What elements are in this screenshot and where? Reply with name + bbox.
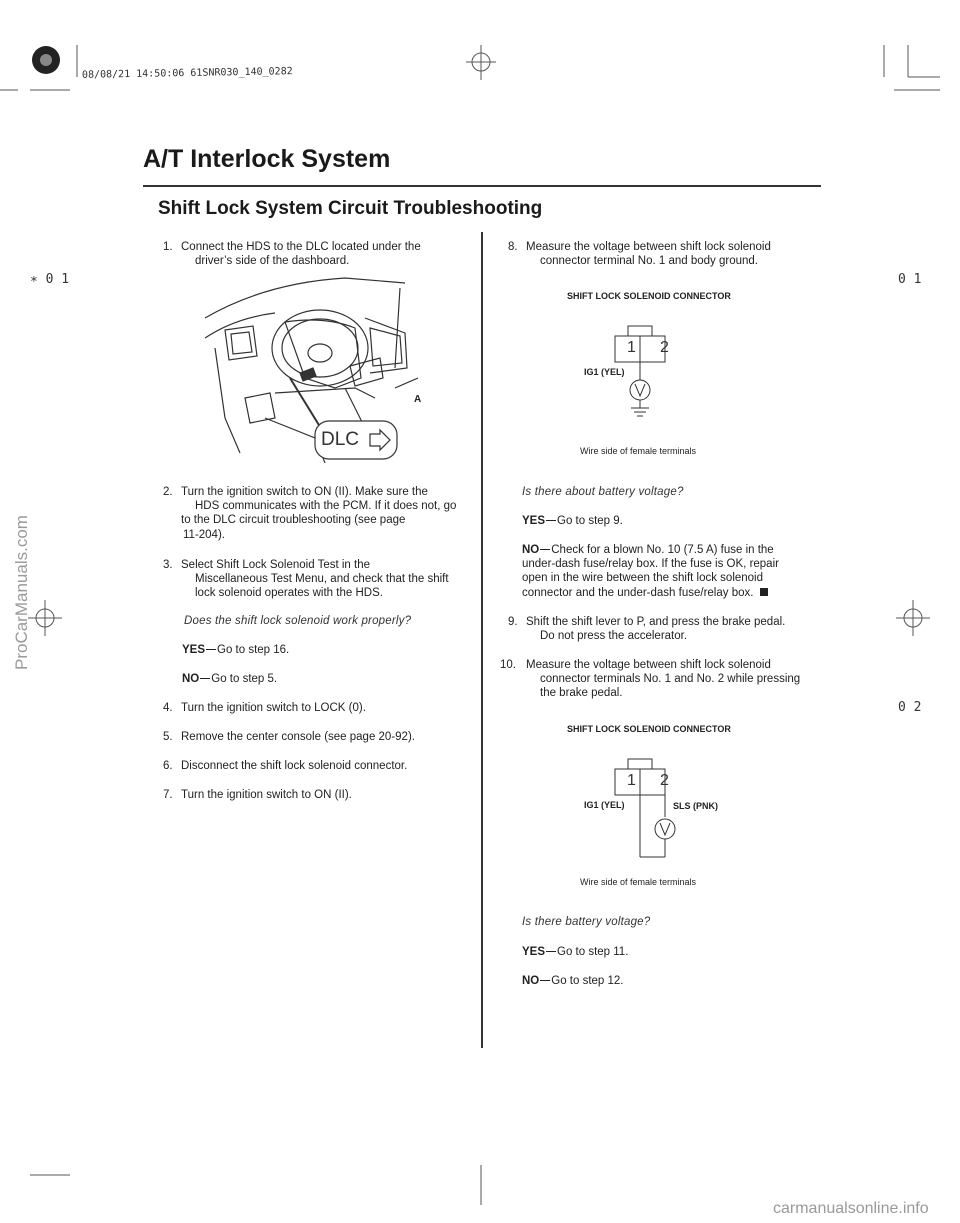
connector-caption-1: Wire side of female terminals bbox=[580, 446, 697, 456]
question-solenoid: Does the shift lock solenoid work properly? bbox=[184, 615, 412, 627]
end-mark-icon bbox=[760, 588, 768, 596]
print-stamp: 08/08/21 14:50:06 61SNR030_140_0282 bbox=[81, 66, 293, 81]
question-battery-voltage: Is there about battery voltage? bbox=[522, 486, 684, 498]
question-battery-voltage-2: Is there battery voltage? bbox=[522, 916, 651, 928]
footer-watermark: carmanualsonline.info bbox=[773, 1200, 929, 1217]
wire-label-ig1: IG1 (YEL) bbox=[584, 367, 625, 377]
side-watermark: ProCarManuals.com bbox=[12, 515, 31, 670]
answer-yes-1: YES Go to step 9. bbox=[522, 515, 623, 527]
wire-label-sls: SLS (PNK) bbox=[673, 801, 718, 811]
dlc-label: DLC bbox=[321, 429, 360, 450]
callout-a: A bbox=[414, 394, 422, 405]
margin-mark-right-mid: 0 2 bbox=[898, 700, 922, 715]
connector2-pin-2: 2 bbox=[660, 772, 669, 789]
wire-label-ig1-2: IG1 (YEL) bbox=[584, 800, 625, 810]
answer-no-2: NO Go to step 12. bbox=[522, 975, 624, 987]
connector-caption-2: Wire side of female terminals bbox=[580, 877, 697, 887]
column-divider bbox=[481, 232, 483, 1048]
answer-no-1: NO Check for a blown No. 10 (7.5 A) fuse in the under-dash fuse/relay box. If the fuse is OK, repair open in the wire between the shift lock solenoid connector and the under-dash fuse/relay box. bbox=[522, 544, 779, 599]
connector1-pin-2: 2 bbox=[660, 339, 669, 356]
connector1-pin-1: 1 bbox=[627, 339, 636, 356]
connector2-pin-1: 1 bbox=[627, 772, 636, 789]
answer-yes: YES Go to step 16. bbox=[182, 644, 290, 656]
answer-yes-2: YES Go to step 11. bbox=[522, 946, 629, 958]
connector-title-2: SHIFT LOCK SOLENOID CONNECTOR bbox=[567, 724, 731, 734]
margin-mark-right-top: 0 1 bbox=[898, 272, 922, 287]
title-rule bbox=[143, 185, 821, 187]
margin-mark-left-top: ∗ 0 1 bbox=[30, 272, 70, 287]
connector-title-1: SHIFT LOCK SOLENOID CONNECTOR bbox=[567, 291, 731, 301]
subsection-title: Shift Lock System Circuit Troubleshooting bbox=[158, 198, 543, 219]
answer-no: NO Go to step 5. bbox=[182, 673, 278, 685]
section-title: A/T Interlock System bbox=[143, 145, 391, 173]
